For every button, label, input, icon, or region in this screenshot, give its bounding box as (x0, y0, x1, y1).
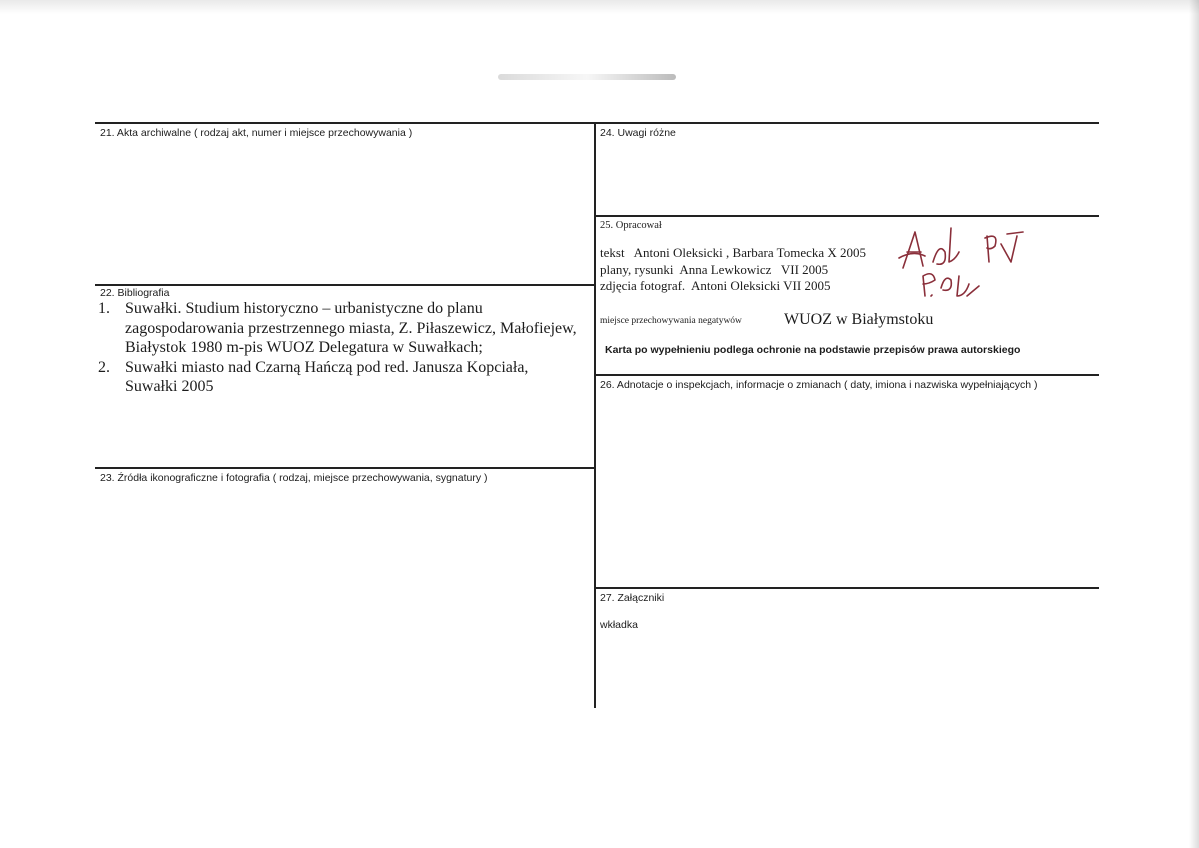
attachment-value: wkładka (600, 619, 638, 631)
section-21-label: 21. Akta archiwalne ( rodzaj akt, numer i miejsce przechowywania ) (100, 127, 413, 139)
bibliography-item-text: Suwałki. Studium historyczno – urbanistyczne do planu zagospodarowania przestrzennego miasta, Z. Piłaszewicz, Małofiejew, Białystok 1980 m-pis WUOZ Delegatura w Suwałkach; (125, 300, 577, 356)
rule-21-22 (95, 284, 595, 286)
bibliography-item-number: 2. (98, 358, 110, 376)
section-22-label: 22. Bibliografia (100, 287, 170, 299)
handwritten-signatures (893, 222, 1028, 302)
negatives-storage-value: WUOZ w Białymstoku (784, 311, 934, 328)
top-rule (95, 122, 1099, 124)
column-divider (594, 122, 596, 708)
negatives-storage-label: miejsce przechowywania negatywów (600, 316, 742, 326)
section-24-label: 24. Uwagi różne (600, 127, 676, 139)
copyright-notice: Karta po wypełnieniu podlega ochronie na podstawie przepisów prawa autorskiego (605, 344, 1021, 356)
author-text-line: tekst Antoni Oleksicki , Barbara Tomecka X 2005 (600, 245, 867, 260)
rule-22-23 (95, 467, 595, 469)
rule-24-25 (594, 215, 1099, 217)
author-plans-line: plany, rysunki Anna Lewkowicz VII 2005 (600, 262, 829, 277)
rule-25-26 (594, 374, 1099, 376)
bibliography-item-text: Suwałki miasto nad Czarną Hańczą pod red. Janusza Kopciała, Suwałki 2005 (125, 358, 529, 395)
author-photos-line: zdjęcia fotograf. Antoni Oleksicki VII 2005 (600, 278, 831, 293)
scan-artifact (498, 74, 676, 80)
bibliography-item (98, 358, 578, 397)
section-27-label: 27. Załączniki (600, 592, 665, 604)
bibliography-item (98, 299, 578, 358)
rule-26-27 (594, 587, 1099, 589)
section-23-label: 23. Źródła ikonograficzne i fotografia ( rodzaj, miejsce przechowywania, sygnatury ) (100, 472, 488, 484)
bibliography-list (98, 299, 578, 397)
section-25-label: 25. Opracował (600, 220, 662, 231)
bibliography-item-number: 1. (98, 300, 110, 317)
section-26-label: 26. Adnotacje o inspekcjach, informacje o zmianach ( daty, imiona i nazwiska wypełniających ) (600, 379, 1038, 391)
